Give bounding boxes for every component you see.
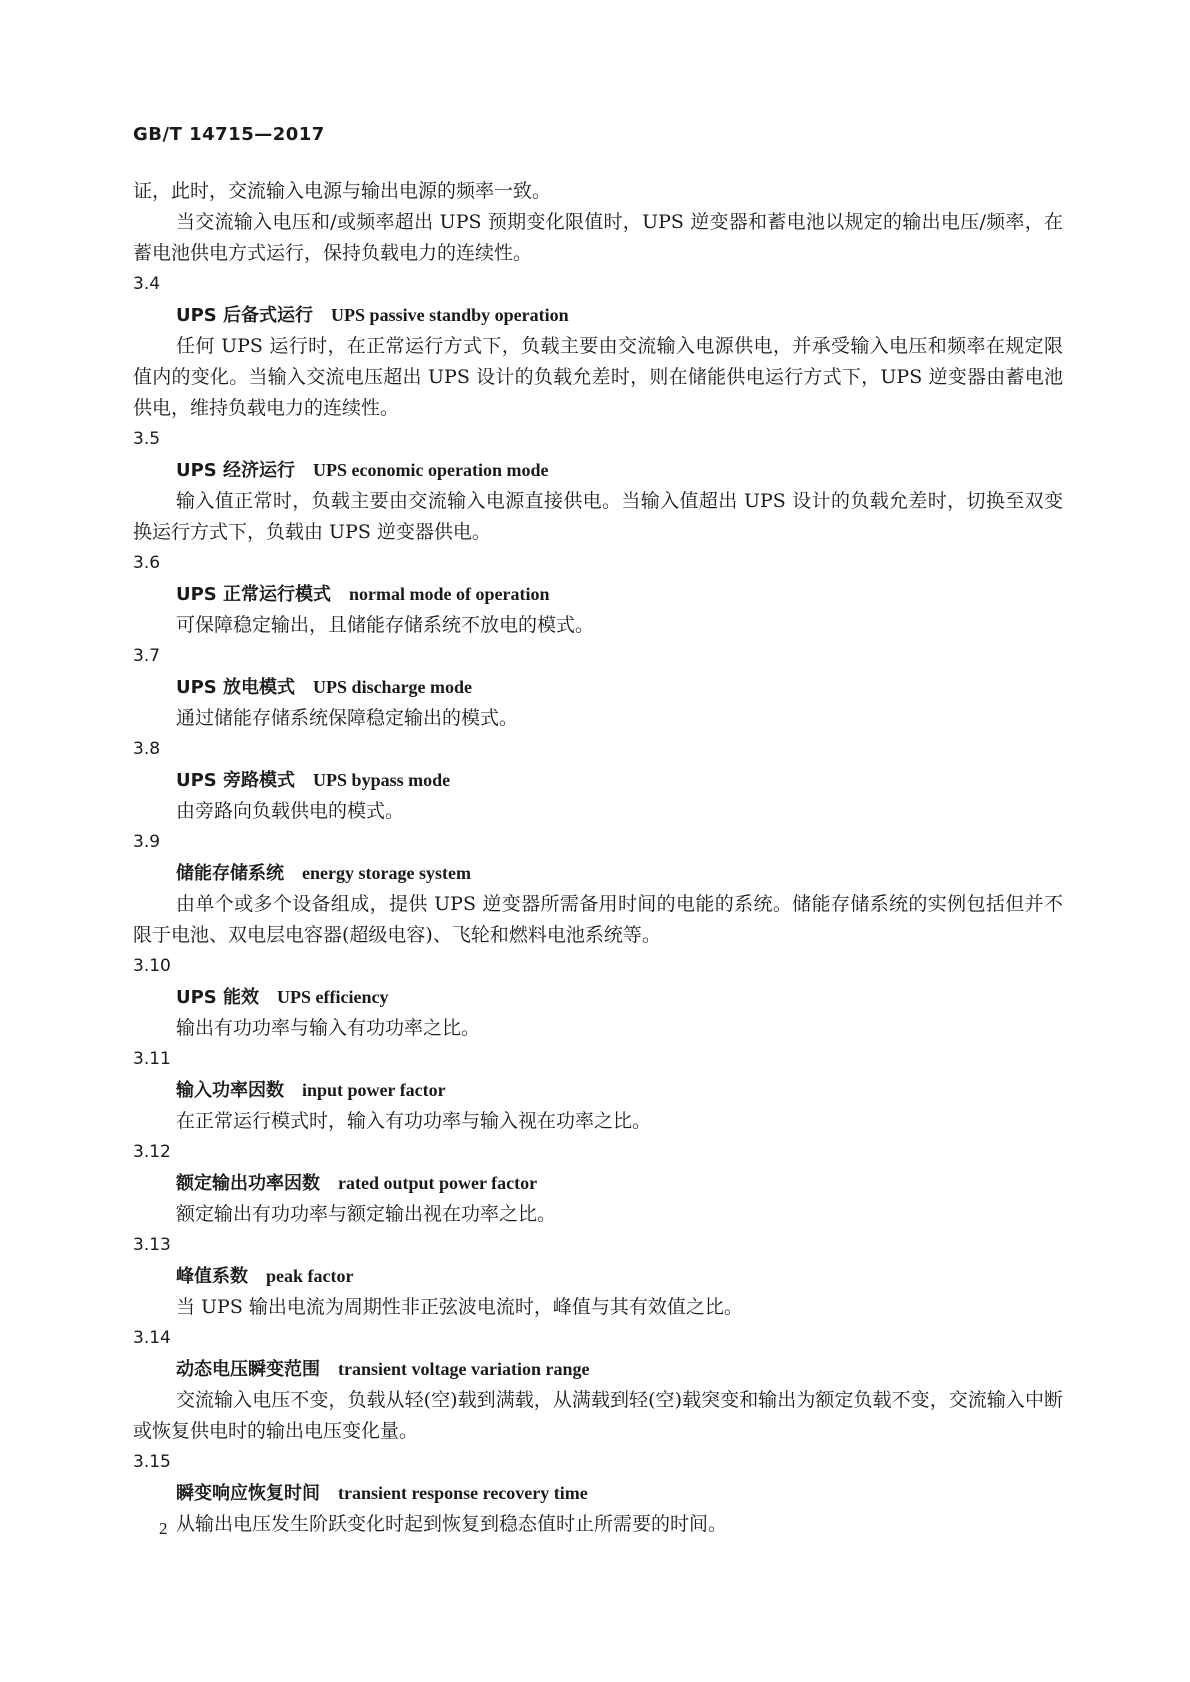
term-entry — [133, 827, 1063, 951]
term-heading — [176, 858, 1063, 889]
term-entry — [133, 1137, 1063, 1230]
intro-paragraph: 证，此时，交流输入电源与输出电源的频率一致。 — [133, 180, 552, 202]
term-heading — [176, 982, 1063, 1013]
term-chinese: UPS 正常运行模式 — [176, 584, 332, 605]
term-english: peak factor — [266, 1266, 354, 1286]
term-definition: 由旁路向负载供电的模式。 — [176, 800, 405, 822]
term-definition: 由单个或多个设备组成，提供 UPS 逆变器所需备用时间的电能的系统。储能存储系统的实例包括但并不限于电池、双电层电容器(超级电容)、飞轮和燃料电池系统等。 — [133, 893, 1063, 946]
term-heading — [176, 579, 1063, 610]
clause-number: 3.13 — [133, 1235, 171, 1255]
clause-number: 3.4 — [133, 274, 161, 294]
term-entry — [133, 641, 1063, 734]
term-entry — [133, 1230, 1063, 1323]
term-heading — [176, 1075, 1063, 1106]
clause-number: 3.7 — [133, 646, 161, 666]
term-heading — [176, 1261, 1063, 1292]
term-entry — [133, 1447, 1063, 1540]
term-entry — [133, 424, 1063, 548]
term-english: UPS discharge mode — [313, 677, 473, 697]
term-heading — [176, 1478, 1063, 1509]
term-heading — [176, 1354, 1063, 1385]
term-english: energy storage system — [302, 863, 471, 883]
term-english: normal mode of operation — [349, 584, 550, 604]
term-definition: 任何 UPS 运行时，在正常运行方式下，负载主要由交流输入电源供电，并承受输入电压和频率在规定限值内的变化。当输入交流电压超出 UPS 设计的负载允差时，则在储能供电运行方式下，UPS 逆变器由蓄电池供电，维持负载电力的连续性。 — [133, 335, 1063, 419]
term-chinese: 额定输出功率因数 — [176, 1173, 320, 1194]
term-chinese: 输入功率因数 — [176, 1080, 284, 1101]
term-heading — [176, 300, 1063, 331]
term-english: input power factor — [302, 1080, 446, 1100]
term-chinese: UPS 经济运行 — [176, 460, 296, 481]
term-chinese: UPS 放电模式 — [176, 677, 296, 698]
clause-number: 3.10 — [133, 956, 171, 976]
term-definition: 输出有功功率与输入有功功率之比。 — [176, 1017, 481, 1039]
term-entry — [133, 269, 1063, 424]
term-definition: 从输出电压发生阶跃变化时起到恢复到稳态值时止所需要的时间。 — [176, 1513, 728, 1535]
clause-number: 3.9 — [133, 832, 161, 852]
term-entry — [133, 548, 1063, 641]
term-entry — [133, 951, 1063, 1044]
clause-number: 3.5 — [133, 429, 161, 449]
term-entry — [133, 734, 1063, 827]
clause-number: 3.8 — [133, 739, 161, 759]
clause-number: 3.11 — [133, 1049, 171, 1069]
term-definition: 交流输入电压不变，负载从轻(空)载到满载，从满载到轻(空)载突变和输出为额定负载不变，交流输入中断或恢复供电时的输出电压变化量。 — [133, 1389, 1063, 1442]
page-number: 2 — [159, 1519, 168, 1538]
term-chinese: UPS 旁路模式 — [176, 770, 296, 791]
term-definition: 在正常运行模式时，输入有功功率与输入视在功率之比。 — [176, 1110, 652, 1132]
term-definition: 额定输出有功功率与额定输出视在功率之比。 — [176, 1203, 557, 1225]
standard-code-header: GB/T 14715—2017 — [133, 124, 325, 145]
term-chinese: UPS 能效 — [176, 987, 260, 1008]
term-definition: 通过储能存储系统保障稳定输出的模式。 — [176, 707, 519, 729]
term-heading — [176, 672, 1063, 703]
term-english: UPS economic operation mode — [313, 460, 549, 480]
term-english: UPS bypass mode — [313, 770, 451, 790]
term-definition: 当 UPS 输出电流为周期性非正弦波电流时，峰值与其有效值之比。 — [176, 1296, 743, 1318]
term-definition: 输入值正常时，负载主要由交流输入电源直接供电。当输入值超出 UPS 设计的负载允差时，切换至双变换运行方式下，负载由 UPS 逆变器供电。 — [133, 490, 1063, 543]
term-entry — [133, 1044, 1063, 1137]
term-heading — [176, 1168, 1063, 1199]
term-english: transient response recovery time — [338, 1483, 588, 1503]
clause-number: 3.12 — [133, 1142, 171, 1162]
term-english: rated output power factor — [338, 1173, 538, 1193]
term-heading — [176, 455, 1063, 486]
term-entry — [133, 1323, 1063, 1447]
term-english: UPS passive standby operation — [331, 305, 569, 325]
term-english: transient voltage variation range — [338, 1359, 590, 1379]
document-body — [133, 176, 1063, 1540]
term-heading — [176, 765, 1063, 796]
intro-paragraph: 当交流输入电压和/或频率超出 UPS 预期变化限值时，UPS 逆变器和蓄电池以规定的输出电压/频率，在蓄电池供电方式运行，保持负载电力的连续性。 — [133, 211, 1063, 264]
clause-number: 3.14 — [133, 1328, 171, 1348]
term-chinese: 瞬变响应恢复时间 — [176, 1483, 320, 1504]
clause-number: 3.15 — [133, 1452, 171, 1472]
term-chinese: 峰值系数 — [176, 1266, 248, 1287]
clause-number: 3.6 — [133, 553, 161, 573]
term-chinese: 动态电压瞬变范围 — [176, 1359, 320, 1380]
term-chinese: 储能存储系统 — [176, 863, 284, 884]
term-english: UPS efficiency — [277, 987, 389, 1007]
term-chinese: UPS 后备式运行 — [176, 305, 314, 326]
term-definition: 可保障稳定输出，且储能存储系统不放电的模式。 — [176, 614, 595, 636]
